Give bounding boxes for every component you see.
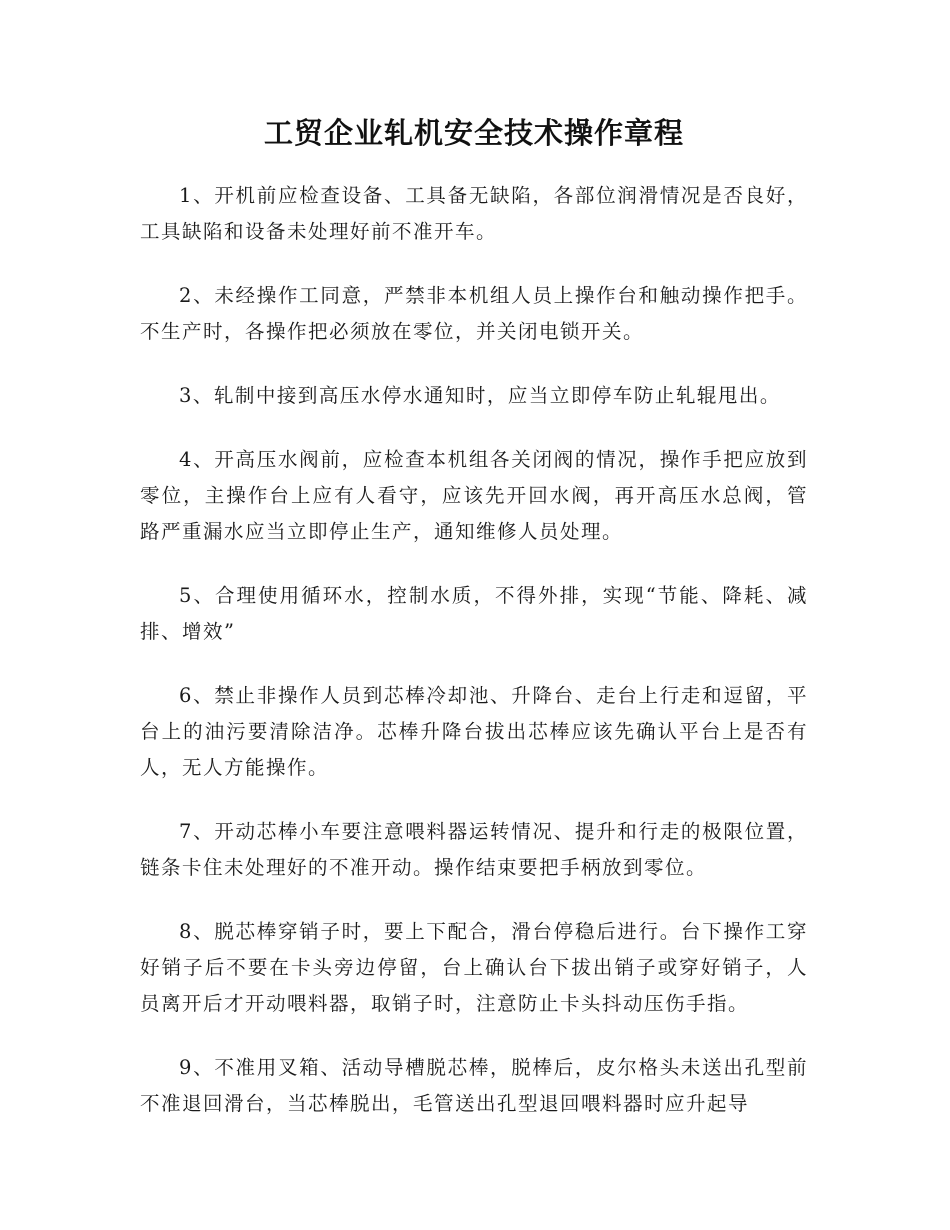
document-title: 工贸企业轧机安全技术操作章程 — [263, 116, 684, 150]
document-page — [140, 108, 808, 1150]
paragraph-6: 6、禁止非操作人员到芯棒冷却池、升降台、走台上行走和逗留，平台上的油污要清除洁净。芯棒升降台拔出芯棒应该先确认平台上是否有人，无人方能操作。 — [140, 684, 808, 779]
paragraph-4: 4、开高压水阀前，应检查本机组各关闭阀的情况，操作手把应放到零位，主操作台上应有人看守，应该先开回水阀，再开高压水总阀，管路严重漏水应当立即停止生产，通知维修人员处理。 — [140, 448, 808, 543]
paragraph-1: 1、开机前应检查设备、工具备无缺陷，各部位润滑情况是否良好，工具缺陷和设备未处理好前不准开车。 — [140, 184, 808, 243]
paragraph-9: 9、不准用叉箱、活动导槽脱芯棒，脱棒后，皮尔格头未送出孔型前不准退回滑台，当芯棒脱出，毛管送出孔型退回喂料器时应升起导 — [140, 1056, 808, 1115]
paragraph-3: 3、轧制中接到高压水停水通知时，应当立即停车防止轧辊甩出。 — [179, 384, 781, 407]
paragraph-7: 7、开动芯棒小车要注意喂料器运转情况、提升和行走的极限位置，链条卡住未处理好的不准开动。操作结束要把手柄放到零位。 — [140, 820, 808, 879]
paragraph-8: 8、脱芯棒穿销子时，要上下配合，滑台停稳后进行。台下操作工穿好销子后不要在卡头旁边停留，台上确认台下拔出销子或穿好销子，人员离开后才开动喂料器，取销子时，注意防止卡头抖动压伤手指。 — [140, 920, 808, 1015]
paragraph-2: 2、未经操作工同意，严禁非本机组人员上操作台和触动操作把手。不生产时，各操作把必须放在零位，并关闭电锁开关。 — [140, 284, 808, 343]
paragraph-5: 5、合理使用循环水，控制水质，不得外排，实现“节能、降耗、减排、增效” — [140, 584, 808, 643]
